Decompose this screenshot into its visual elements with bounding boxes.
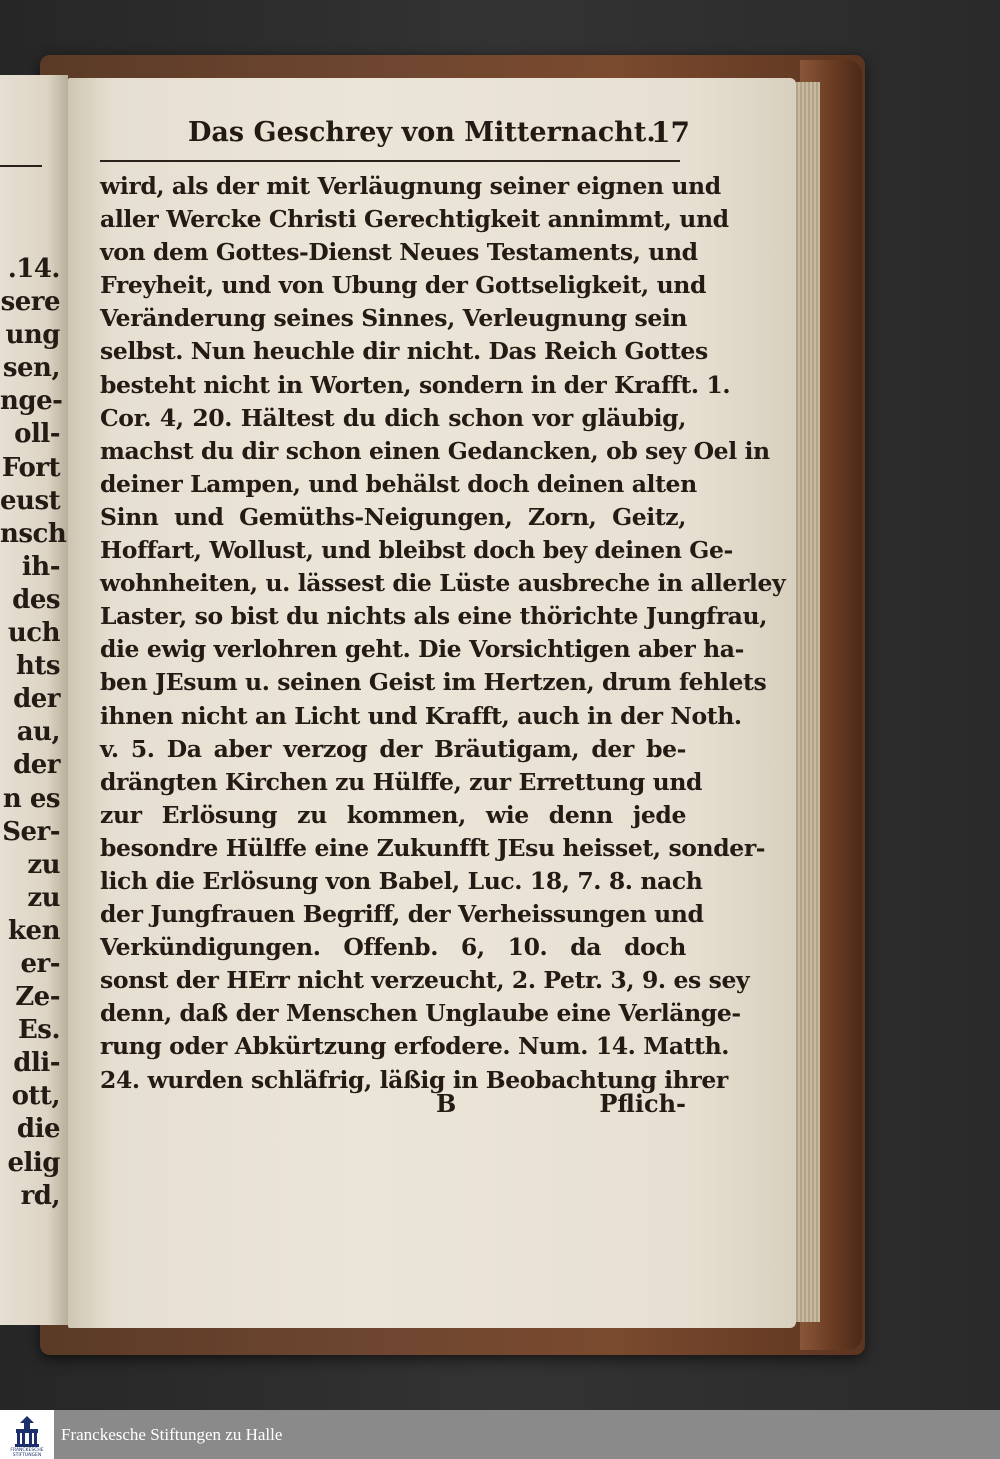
left-page-line: ken <box>8 915 60 946</box>
left-page-line: sen, <box>2 353 60 384</box>
text-line: Veränderung seines Sinnes, Verleugnung sein <box>100 304 688 333</box>
left-page-line: nge- <box>0 386 63 417</box>
text-line: selbst. Nun heuchle dir nicht. Das Reich Gottes <box>100 337 708 366</box>
left-page-line: nsch <box>0 518 67 549</box>
left-page-line: au, <box>16 717 60 748</box>
left-page-line: Ze- <box>15 982 60 1013</box>
left-page-line: Es. <box>17 1015 60 1046</box>
text-line: denn, daß der Menschen Unglaube eine Verlänge- <box>100 999 741 1028</box>
left-page-line: eust <box>0 485 61 516</box>
left-page-line: n es <box>2 783 60 814</box>
text-line: aller Wercke Christi Gerechtigkeit annimmt, und <box>100 205 729 234</box>
left-page-line: Fort <box>1 452 60 483</box>
left-page-line: rd, <box>20 1180 60 1211</box>
left-page-line: zu <box>27 882 60 913</box>
text-line: machst du dir schon einen Gedancken, ob sey Oel in <box>100 436 770 465</box>
text-line: von dem Gottes-Dienst Neues Testaments, und <box>100 238 698 267</box>
head-rule <box>100 160 680 162</box>
left-page-line: der <box>13 684 60 715</box>
text-line: die ewig verlohren geht. Die Vorsichtigen aber ha- <box>100 635 744 664</box>
text-line: Verkündigungen. Offenb. 6, 10. da doch <box>100 933 686 962</box>
running-head: Das Geschrey von Mitternacht. <box>188 117 656 148</box>
signature-mark: B <box>436 1089 457 1118</box>
text-line: Hoffart, Wollust, und bleibst doch bey deinen Ge- <box>100 536 733 565</box>
left-page-line: elig <box>7 1147 60 1178</box>
left-page-line: .14. <box>7 254 60 284</box>
text-line: zur Erlösung zu kommen, wie denn jede <box>100 800 686 829</box>
left-page-line: zu <box>27 849 60 880</box>
text-line: v. 5. Da aber verzog der Bräutigam, der be- <box>100 734 686 763</box>
left-page-line: er- <box>20 948 60 979</box>
left-page-line: ung <box>5 320 60 351</box>
text-line: Freyheit, und von Ubung der Gottseligkeit, und <box>100 271 706 300</box>
left-page-line: dli- <box>13 1048 60 1079</box>
text-line: sonst der HErr nicht verzeucht, 2. Petr. 3, 9. es sey <box>100 966 750 995</box>
left-page-line: uch <box>7 618 60 649</box>
text-line: deiner Lampen, und behälst doch deinen alten <box>100 469 697 498</box>
page-number: 17 <box>651 116 690 149</box>
catchword: Pflich- <box>599 1089 686 1118</box>
building-icon <box>10 1414 44 1448</box>
text-line: der Jungfrauen Begriff, der Verheissungen und <box>100 900 704 929</box>
left-page <box>0 75 68 1325</box>
left-page-line: sere <box>0 287 60 318</box>
left-page-rule <box>0 165 42 167</box>
left-page-text <box>0 253 67 1213</box>
text-line: drängten Kirchen zu Hülffe, zur Errettung und <box>100 767 703 796</box>
text-line: ben JEsum u. seinen Geist im Hertzen, drum fehlets <box>100 668 767 697</box>
text-line: Laster, so bist du nichts als eine thörichte Jungfrau, <box>100 602 767 631</box>
body-text <box>100 170 786 1097</box>
text-line: rung oder Abkürtzung erfodere. Num. 14. Matth. <box>100 1032 730 1061</box>
left-page-line: des <box>12 584 60 615</box>
text-line: besteht nicht in Worten, sondern in der Krafft. 1. <box>100 370 731 399</box>
text-line: wohnheiten, u. lässest die Lüste ausbreche in allerley <box>100 569 786 598</box>
text-line: Cor. 4, 20. Hältest du dich schon vor gläubig, <box>100 403 686 432</box>
text-line: wird, als der mit Verläugnung seiner eignen und <box>100 172 721 200</box>
text-line: lich die Erlösung von Babel, Luc. 18, 7. 8. nach <box>100 866 703 895</box>
left-page-line: die <box>16 1114 60 1145</box>
text-line: 24. wurden schläfrig, läßig in Beobachtung ihrer <box>100 1065 728 1094</box>
text-line: besondre Hülffe eine Zukunfft JEsu heisset, sonder- <box>100 833 766 862</box>
text-line: ihnen nicht an Licht und Krafft, auch in der Noth. <box>100 701 742 730</box>
left-page-line: oll- <box>14 419 60 450</box>
left-page-line: Ser- <box>2 816 60 847</box>
footer-label: Franckesche Stiftungen zu Halle <box>61 1425 283 1444</box>
logo-text: FRANCKESCHE STIFTUNGEN <box>10 1448 44 1458</box>
text-line: Sinn und Gemüths-Neigungen, Zorn, Geitz, <box>100 502 686 531</box>
left-page-line: ih- <box>21 551 60 582</box>
left-page-line: ott, <box>11 1081 60 1112</box>
left-page-line: hts <box>15 651 60 682</box>
left-page-line: der <box>13 750 60 781</box>
